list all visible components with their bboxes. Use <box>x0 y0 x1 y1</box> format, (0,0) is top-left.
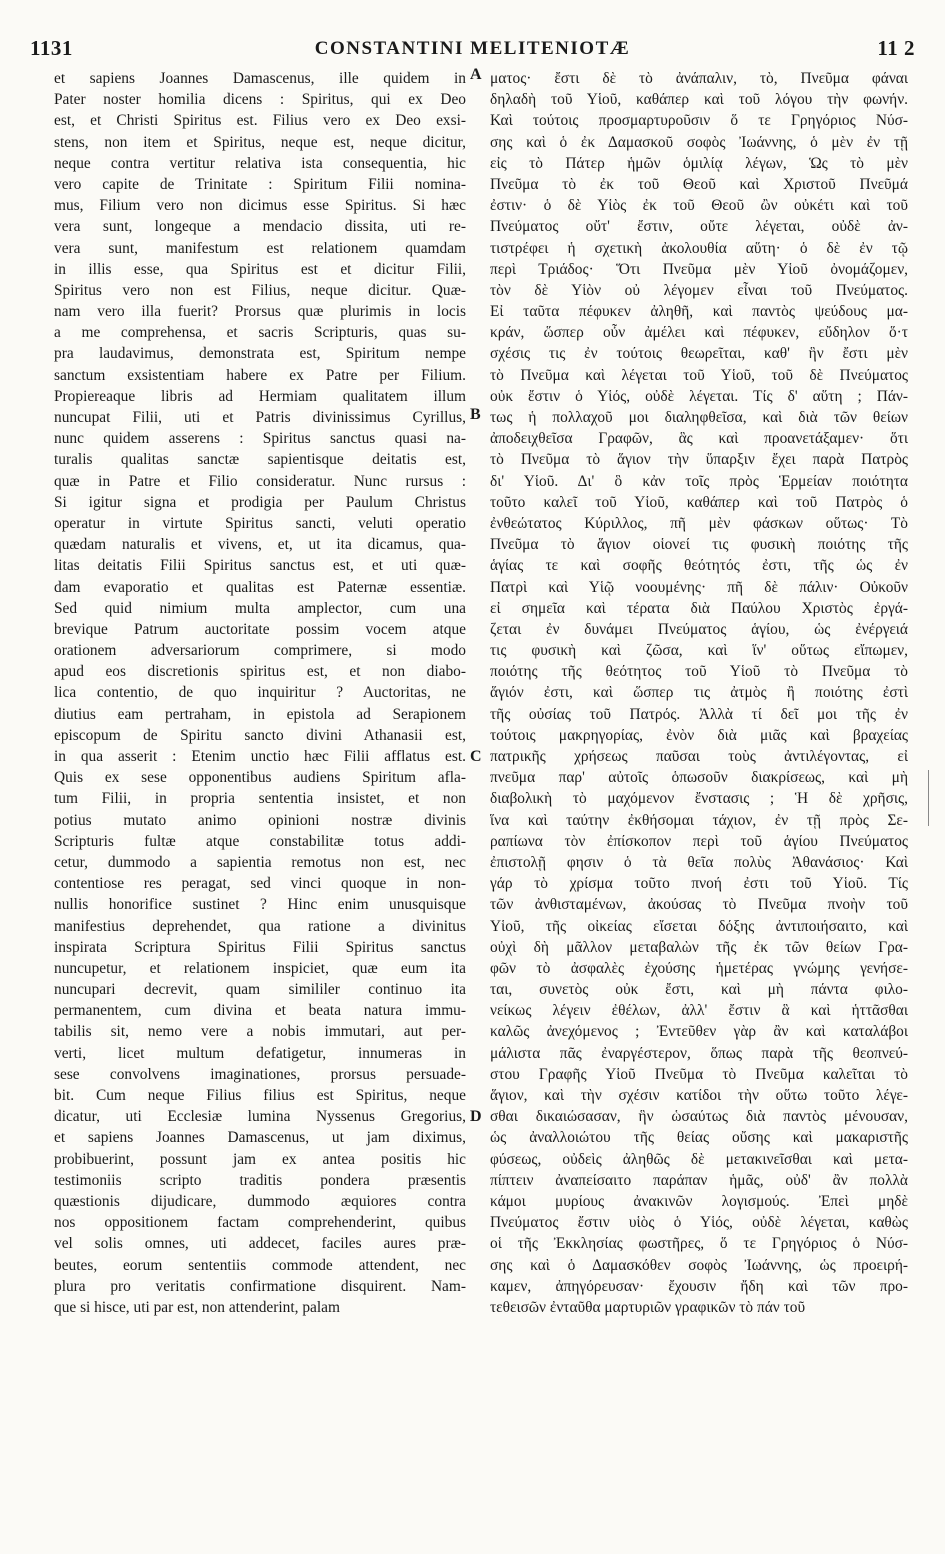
running-header <box>30 36 915 66</box>
latin-text-line: mus, Filium vero non dicimus esse Spiritus. Si hæc <box>54 197 466 215</box>
latin-text-line: nam vero illa fuerit? Prorsus quæ plurimis in locis <box>54 303 466 321</box>
latin-text-line: que si hisce, uti par est, non attenderint, palam <box>54 1298 340 1316</box>
latin-text-line: nuncupat Filii, uti et Patris divinissimus Cyrillus, <box>54 409 466 426</box>
greek-text-line: ἅγιον, καὶ τὴν σχέσιν κατίδοι τὴν οὕτω τοῦτο λέγε- <box>490 1087 908 1104</box>
greek-text-line: τούτοις μακρηγορίας, ἐνὸν διὰ μιᾶς καὶ βραχείας <box>490 726 908 744</box>
greek-text-line: τῆς οὐσίας τοῦ Πατρός. Ἀλλὰ τί δεῖ μοι τῆς ἐν <box>490 705 908 723</box>
latin-text-line: pra laudavimus, demonstrata est, Spiritum nempe <box>54 345 466 363</box>
greek-text-line: σχέσις τις ἐν τούτοις θεωρεῖται, καθ' ἣν ἔστι μὲν <box>490 345 908 363</box>
greek-text-line: οὐκ ἔστιν ὁ Υἱός, οὐδὲ λέγεται. Τίς δ' αὕτη ; Πάν- <box>490 387 908 405</box>
latin-text-line: vera sunt, manifestum est relationem quamdam <box>54 239 466 257</box>
latin-text-line: nullis honorifice sustinet ? Hinc enim unusquisque <box>54 896 466 914</box>
greek-text-line: στου Γραφῆς Υἱοῦ Πνεῦμα τὸ Πνεῦμα καλεῖται τὸ <box>490 1065 908 1083</box>
latin-text-line: litas deitatis Filii Spiritus sanctus est, et uti quæ- <box>54 557 466 575</box>
greek-text-line: Πνεύματος οὔτ' ἔστιν, οὔτε λέγεται, οὐδὲ ἀν- <box>490 218 908 236</box>
greek-text-line: ζεται ἐν δυνάμει Πνεύματος ἁγίου, ὡς ἐνέργειά <box>490 620 908 638</box>
latin-text-line: apud eos discretionis spiritus est, et non diabo- <box>54 663 466 681</box>
latin-text-line: in qua asserit : Etenim unctio hæc Filii afflatus est. <box>54 748 466 765</box>
greek-text-line: τὸν δὲ Υἱὸν οὐ λέγομεν εἶναι τοῦ Πνεύματος. <box>490 281 908 299</box>
latin-text-line: sanctum exsistentiam habere ex Patre per Filium. <box>54 366 466 384</box>
latin-text-line: operatur in virtute Spiritus sancti, veluti operatio <box>54 514 466 532</box>
latin-text-line: et sapiens Joannes Damascenus, ut jam diximus, <box>54 1129 466 1147</box>
latin-text-line: in illis esse, qua Spiritus est et dicitur Filii, <box>54 260 466 278</box>
greek-text-line: ἐνθεώτατος Κύριλλος, πῆ μὲν φάσκων οὕτως· Τὸ <box>490 514 908 532</box>
greek-text-line: ται, συνετὸς οὐκ ἔστι, καὶ μὴ πάντα φιλο- <box>490 981 908 999</box>
greek-text-line: ἐπιστολῇ φησιν ὁ τὰ θεῖα πολὺς Ἀθανάσιος· Καὶ <box>490 853 908 871</box>
greek-text-line: ματος· ἔστι δὲ τὸ ἀνάπαλιν, τὸ, Πνεῦμα φάναι <box>490 70 908 87</box>
page-number-left: 1131 <box>30 36 73 60</box>
greek-text-line: Εἰ ταῦτα πέφυκεν ἀληθῆ, καὶ παντὸς ψεύδους μα- <box>490 303 908 321</box>
latin-text-line: stens, non item et Spiritus, neque est, neque dicitur, <box>54 133 466 151</box>
greek-text-line: ἵνα καὶ ταύτην ἐκθήσομαι τάχιον, ἐν τῇ πρὸς Σε- <box>490 811 908 829</box>
latin-text-line: quæ in Patre et Filio consideratur. Nunc rursus : <box>54 472 466 490</box>
greek-text-line: Υἱοῦ, τῆς οἰκείας εἴσεται δόξης ἀντιποιήσαιτο, καὶ <box>490 917 908 935</box>
greek-text-line: τις φυσικὴ καὶ ζῶσα, καὶ ἵν' οὕτως εἴπωμεν, <box>490 642 908 660</box>
latin-text-line: Scripturis fultæ atque constabilitæ totus addi- <box>54 832 466 850</box>
greek-text-line: πίπτειν ἀναπείσαιτο παράπαν ἡμᾶς, οὐδ' ἂν πολλὰ <box>490 1171 908 1189</box>
latin-text-line: nunc quidem asserens : Spiritus sanctus quasi na- <box>54 430 466 448</box>
latin-text-line: nuncupari decrevit, quam simililer continuo ita <box>54 981 466 999</box>
greek-text-line: γάρ τὸ χρίσμα τοῦτο πνοή ἐστι τοῦ Υἱοῦ. Τίς <box>490 875 908 893</box>
greek-text-line: ἐστιν· ὁ δὲ Υἱὸς ἐκ τοῦ Θεοῦ ὢν οὐκέτι καὶ τοῦ <box>490 197 908 215</box>
greek-text-line: ραπίωνα τὸν ἐπίσκοπον περὶ τοῦ ἁγίου Πνεύματος <box>490 832 908 850</box>
latin-text-line: testimoniis scripto traditis pondera præsentis <box>54 1171 466 1189</box>
latin-text-line: lica contentio, de quo inquiritur ? Auctoritas, ne <box>54 684 466 702</box>
greek-text-line: σης καὶ ὁ ἐκ Δαμασκοῦ σοφὸς Ἰωάννης, ὁ μὲν ἐν τῇ <box>490 133 908 151</box>
latin-text-line: manifestius deprehendet, qua ratione a divinitus <box>54 917 466 935</box>
greek-text-line: ἁγίας τε καὶ σοφῆς θεότητός ἐστι, τῆς ὡς ἐν <box>490 557 908 575</box>
greek-text-line: δι' Υἱοῦ. Δι' ὃ κἀν τοῖς πρὸς Ἑρμείαν ποιότητα <box>490 472 908 490</box>
latin-text-line: orationem adversariorum comprimere, si modo <box>54 642 466 660</box>
latin-text-line: permanentem, cum divina et beata natura immu- <box>54 1002 466 1020</box>
greek-text-line: σθαι δικαιώσασαν, ἣν ὡσαύτως διὰ παντὸς μένουσαν, <box>490 1108 908 1126</box>
greek-text-line: μάλιστα πᾶς ἐναργέστερον, ὅπως παρὰ τῆς θεοπνεύ- <box>490 1044 908 1062</box>
greek-text-line: φῶν τὸ ἀσφαλὲς ἐχούσης ἡμετέρας γνώμης γενήσε- <box>490 959 908 977</box>
greek-text-line: εἰ σημεῖα καὶ τέρατα διὰ Παύλου Χριστὸς ἐργά- <box>490 599 908 617</box>
greek-text-line: τεθεισῶν ἐνταῦθα μαρτυριῶν γραφικῶν τὸ πάν τοῦ <box>490 1298 806 1316</box>
section-marker-a: A <box>470 66 482 83</box>
greek-text-line: τῶν ἀνθισταμένων, ἀκούσας τὸ Πνεῦμα πνοὴν τοῦ <box>490 896 908 914</box>
latin-text-line: nuncupetur, et relationem inspiciet, quæ eum ita <box>54 959 466 977</box>
greek-text-line: Καὶ τούτοις προσμαρτυροῦσιν ὅ τε Γρηγόριος Νύσ- <box>490 112 908 130</box>
greek-text-line: καμεν, ἀπηγόρευσαν· ἔχουσιν ἤδη καὶ τῶν προ- <box>490 1277 908 1295</box>
section-marker-c: C <box>470 748 482 765</box>
greek-text-line: εἰς τὸ Πάτερ ἡμῶν ὁμιλίᾳ λέγων, Ὡς τὸ μὲν <box>490 154 908 172</box>
greek-text-line: ἀποδειχθεῖσα Γραφῶν, ἃς καὶ προανετάξαμεν· ὅτι <box>490 430 908 448</box>
latin-text-line: bit. Cum neque Filius filius est Spiritus, neque <box>54 1087 466 1104</box>
latin-text-line: Sed quid nimium multa amplector, cum una <box>54 599 466 617</box>
latin-text-line: diutius eam pertraham, in epistola ad Serapionem <box>54 705 466 723</box>
latin-text-line: est, et Christi Spiritus est. Filius vero ex Deo exsi- <box>54 112 466 130</box>
latin-text-line: vero capite de Trinitate : Spiritum Filii nomina- <box>54 175 466 193</box>
latin-column <box>54 68 466 1318</box>
greek-text-line: ποιότης τῆς θεότητος τοῦ Υἱοῦ τὸ Πνεῦμα τὸ <box>490 663 908 681</box>
latin-text-line: verti, licet multum defatigetur, innumeras in <box>54 1044 466 1062</box>
greek-text-line: τως ἡ πολλαχοῦ μοι διαληφθεῖσα, καὶ διὰ τῶν θείων <box>490 409 908 426</box>
page-number-right: 11 2 <box>877 36 915 60</box>
latin-text-line: probibuerint, possunt jam ex antea positis hic <box>54 1150 466 1168</box>
latin-text-line: inspirata Scriptura Spiritus Filii Spiritus sanctus <box>54 938 466 956</box>
latin-text-line: plura pro veritatis confirmatione disquirent. Nam- <box>54 1277 466 1295</box>
greek-text-line: τιστρέφει ἡ σχετικὴ ἀκολουθία αὕτη· ὁ δὲ ἐν τῷ <box>490 239 908 257</box>
latin-text-line: tabilis sit, nemo vere a nobis immutari, aut per- <box>54 1023 466 1041</box>
greek-text-line: οὐχὶ δὴ μᾶλλον μεταβαλὼν τῆς ἐκ τῶν θείων Γρα- <box>490 938 908 956</box>
latin-text-line: dicatur, uti Ecclesiæ lumina Nyssenus Gregorius, <box>54 1108 466 1126</box>
greek-text-line: νείκως λέγειν ἐθέλων, ἀλλ' ἔστιν ἃ καὶ ἡττᾶσθαι <box>490 1002 908 1020</box>
latin-text-line: Pater noster homilia dicens : Spiritus, qui ex Deo <box>54 91 466 109</box>
section-marker-d: D <box>470 1108 482 1125</box>
latin-text-line: brevique Patrum auctoritate possim vocem atque <box>54 620 466 638</box>
greek-text-line: Πνεῦμα τὸ ἅγιον οἱονεί τις φυσικὴ ποιότης τῆς <box>490 536 908 554</box>
latin-text-line: vel solis omnes, uti addecet, faciles aures præ- <box>54 1235 466 1253</box>
margin-rule <box>928 770 929 826</box>
greek-text-line: Πνεύματος ἔστιν υἱὸς ὁ Υἱός, οὐδὲ λέγεται, καθὼς <box>490 1214 908 1232</box>
latin-text-line: contentiose res peragat, sed vinci quoque in non- <box>54 875 466 893</box>
greek-text-line: πατρικῆς χρήσεως παῦσαι τοὺς ἀντιλέγοντας, εἰ <box>490 748 908 765</box>
latin-text-line: a me comprehensa, et sacris Scripturis, quas su- <box>54 324 466 342</box>
latin-text-line: episcopum de Spiritu sancto divini Athanasii est, <box>54 726 466 744</box>
latin-text-line: turalis qualitas sanctæ sapientisque deitatis est, <box>54 451 466 469</box>
greek-text-line: φύσεως, οὐδεὶς ἀληθῶς δὲ μετακινεῖσθαι καὶ μετα- <box>490 1150 908 1168</box>
latin-text-line: tum Filii, in propria sententia insistet, et non <box>54 790 466 808</box>
latin-text-line: vera sunt, longeque a mendacio dissita, uti re- <box>54 218 466 236</box>
latin-text-line: Quis ex sese opponentibus audiens Spiritum afla- <box>54 769 466 787</box>
latin-text-line: sese convolvens imaginationes, prorsus persuade- <box>54 1065 466 1083</box>
latin-text-line: quædam naturalis et vivens, et, ut ita dicamus, qua- <box>54 536 466 554</box>
section-marker-b: B <box>470 406 481 423</box>
greek-text-line: καλῶς ἀνεχόμενος ; Ἐντεῦθεν γὰρ ἂν καὶ καταλάβοι <box>490 1023 908 1041</box>
greek-text-line: διαβολικὴ τὸ μαχόμενον ἔνστασις ; Ἡ δὲ χρῆσις, <box>490 790 908 808</box>
latin-text-line: et sapiens Joannes Damascenus, ille quidem in <box>54 70 466 87</box>
latin-text-line: quæstionis dijudicare, dummodo æquiores contra <box>54 1192 466 1210</box>
greek-column <box>490 68 908 1318</box>
greek-text-line: σης καὶ ὁ Δαμασκόθεν σοφὸς Ἰωάννης, ὡς προειρή- <box>490 1256 908 1274</box>
greek-text-line: κράν, ὥσπερ οὖν ἀμέλει καὶ πέφυκεν, εὔδηλον ὅ·τ <box>490 324 908 342</box>
greek-text-line: πνεῦμα παρ' αὐτοῖς ὁπωσοῦν διακρίσεως, καὶ μὴ <box>490 769 908 787</box>
greek-text-line: ὡς ἀναλλοιώτου τῆς θείας οὔσης καὶ μακαριστῆς <box>490 1129 908 1147</box>
greek-text-line: δηλαδὴ τοῦ Υἱοῦ, καθάπερ καὶ τοῦ λόγου τὴν φωνήν. <box>490 91 908 109</box>
latin-text-line: Propiereaque libris ad Hermiam qualitatem illum <box>54 387 466 405</box>
greek-text-line: τὸ Πνεῦμα καὶ λέγεται τοῦ Υἱοῦ, τοῦ δὲ Πνεύματος <box>490 366 908 384</box>
latin-text-line: Spiritus vero non est Filius, neque dicitur. Quæ- <box>54 281 466 299</box>
greek-text-line: τὸ Πνεῦμα τὸ ἅγιον τὴν ὕπαρξιν ἔχει παρὰ Πατρὸς <box>490 451 908 469</box>
latin-text-line: nos oppositionem factam comprehenderint, quibus <box>54 1214 466 1232</box>
latin-text-line: cetur, dummodo a sapientia remotus non est, nec <box>54 853 466 871</box>
greek-text-line: ἅγιόν ἐστι, καὶ ὥσπερ τις ἀτμὸς ἢ ποιότης ἐστὶ <box>490 684 908 702</box>
running-title: CONSTANTINI MELITENIOTÆ <box>314 38 631 59</box>
greek-text-line: Πατρὶ καὶ Υἱῷ νοουμένης· πῆ δὲ πάλιν· Οὐκοῦν <box>490 578 908 596</box>
latin-text-line: Si igitur signa et prodigia per Paulum Christus <box>54 493 466 511</box>
latin-text-line: potius mutato animo opinioni nostræ divinis <box>54 811 466 829</box>
latin-text-line: neque contra vertitur relativa ista consequentia, hic <box>54 154 466 172</box>
greek-text-line: περὶ Τριάδος· Ὅτι Πνεῦμα μὲν Υἱοῦ ὀνομάζομεν, <box>490 260 908 278</box>
greek-text-line: τοῦτο καλεῖ τοῦ Υἱοῦ, καθάπερ καὶ τοῦ Πατρὸς ὁ <box>490 493 908 511</box>
greek-text-line: κάμοι μυρίους ἀνακινῶν λογισμούς. Ἐπεὶ μηδὲ <box>490 1192 908 1210</box>
greek-text-line: οἱ τῆς Ἐκκλησίας φωστῆρες, ὅ τε Γρηγόριος ὁ Νύσ- <box>490 1235 908 1253</box>
latin-text-line: dam evaporatio et qualitas est Paternæ essentiæ. <box>54 578 466 596</box>
greek-text-line: Πνεῦμα τὸ ἐκ τοῦ Θεοῦ καὶ Χριστοῦ Πνεῦμά <box>490 175 908 193</box>
latin-text-line: beutes, eorum sententiis commode attendent, nec <box>54 1256 466 1274</box>
